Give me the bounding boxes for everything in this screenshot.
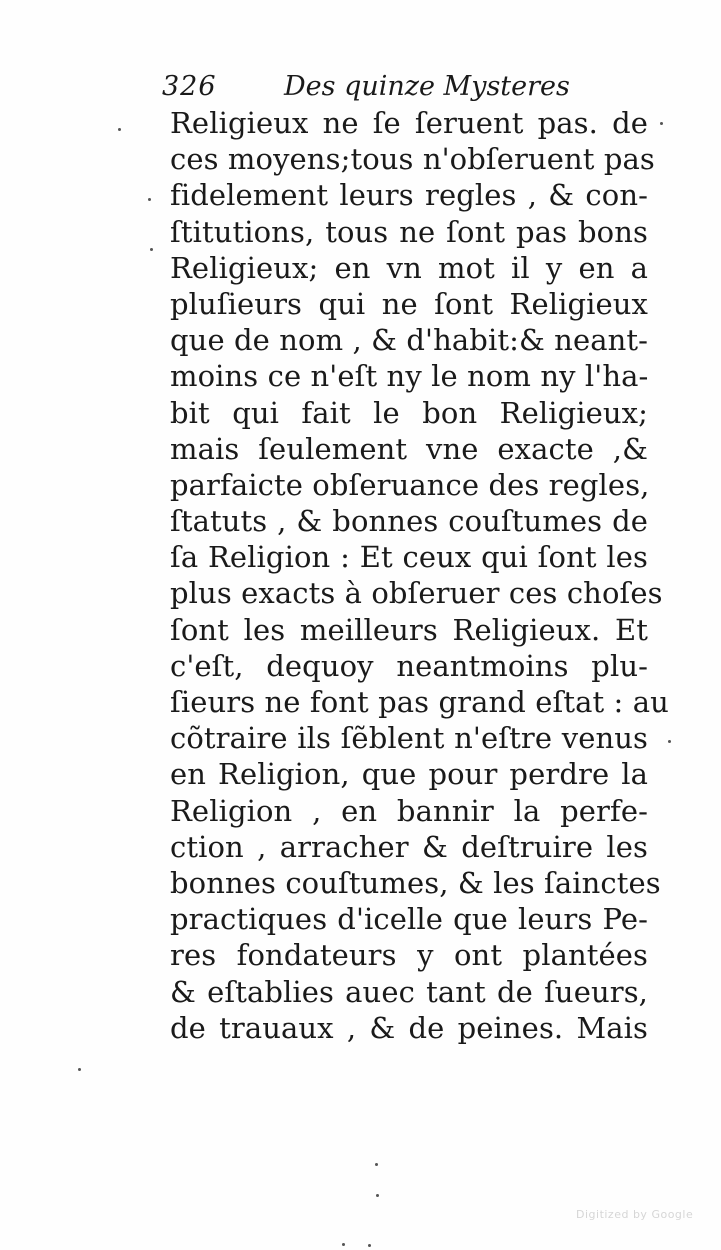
text-line: ction , arracher & deſtruire les — [170, 829, 648, 864]
ink-speck — [668, 740, 671, 743]
ink-speck — [660, 122, 663, 125]
text-line: ces moyens;tous n'obſeruent pas — [170, 142, 655, 177]
ink-speck — [375, 1163, 378, 1166]
ink-speck — [342, 1243, 345, 1246]
scan-watermark: Digitized by Google — [576, 1208, 694, 1221]
text-line: c'eſt, dequoy neantmoins plu- — [170, 648, 648, 683]
page-header — [162, 70, 582, 106]
ink-speck — [78, 1068, 81, 1071]
text-line: Religieux ne ſe ſeruent pas. de — [170, 106, 648, 140]
text-line: practiques d'icelle que leurs Pe- — [170, 902, 648, 937]
ink-speck — [376, 1194, 379, 1197]
ink-speck — [368, 1244, 371, 1247]
text-line: en Religion, que pour perdre la — [170, 757, 648, 792]
text-line: res fondateurs y ont plantées — [170, 938, 648, 973]
text-line: ſont les meilleurs Religieux. Et — [170, 612, 648, 647]
text-line: ſieurs ne font pas grand eſtat : au — [170, 685, 669, 719]
text-line: que de nom , & d'habit:& neant- — [170, 323, 649, 358]
body-text — [170, 105, 669, 1046]
ink-speck — [148, 198, 151, 201]
text-line: ſa Religion : Et ceux qui ſont les — [170, 540, 648, 575]
text-line: pluſieurs qui ne ſont Religieux — [170, 286, 648, 321]
ink-speck — [150, 248, 153, 251]
text-line: ſtatuts , & bonnes couſtumes de — [170, 504, 648, 539]
text-line: mais ſeulement vne exacte ,& — [170, 431, 648, 466]
text-line: de trauaux , & de peines. Mais — [170, 1010, 648, 1045]
text-line: ſtitutions, tous ne ſont pas bons — [170, 214, 648, 249]
text-line: fidelement leurs regles , & con- — [170, 178, 648, 213]
text-line: bonnes couſtumes, & les ſainctes — [170, 865, 661, 900]
text-line: moins ce n'eſt ny le nom ny l'ha- — [170, 359, 649, 394]
page-number: 326 — [162, 71, 217, 102]
text-line: & eſtablies auec tant de ſueurs, — [170, 974, 648, 1009]
text-line: Religion , en bannir la perfe- — [170, 793, 648, 828]
text-line: plus exacts à obſeruer ces choſes — [170, 576, 663, 611]
text-line: parfaicte obſeruance des regles, — [170, 467, 650, 502]
text-line: bit qui fait le bon Religieux; — [170, 395, 648, 430]
text-line: cõtraire ils ſẽblent n'eſtre venus — [170, 721, 648, 756]
text-line: Religieux; en vn mot il y en a — [170, 250, 648, 285]
running-title: Des quinze Mysteres — [284, 71, 570, 102]
ink-speck — [118, 128, 121, 131]
